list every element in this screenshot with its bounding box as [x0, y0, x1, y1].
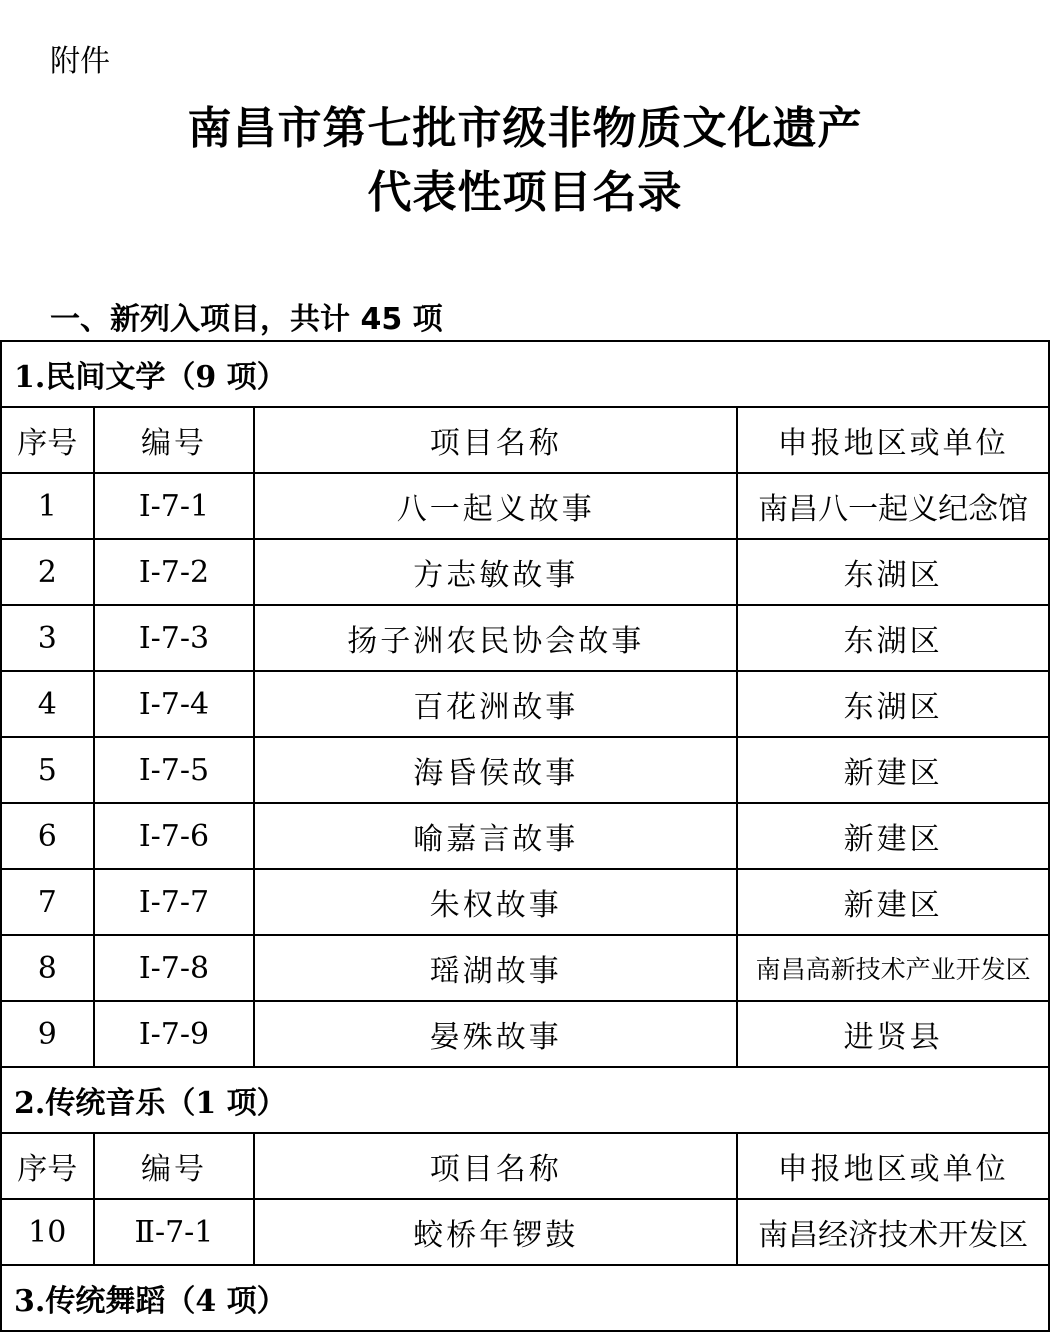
cell-index: 4: [1, 671, 94, 737]
table-row: [1, 1001, 1049, 1067]
cell-unit: 南昌经济技术开发区: [737, 1199, 1049, 1265]
column-header: 项目名称: [254, 407, 737, 473]
section-heading: 1.民间文学（9 项）: [1, 341, 1049, 407]
cell-unit: 南昌高新技术产业开发区: [737, 935, 1049, 1001]
section-row: [1, 1265, 1049, 1331]
cell-index: 7: [1, 869, 94, 935]
cell-code: Ⅰ-7-3: [94, 605, 255, 671]
cell-index: 9: [1, 1001, 94, 1067]
cell-unit: 东湖区: [737, 539, 1049, 605]
cell-index: 3: [1, 605, 94, 671]
cell-unit: 新建区: [737, 737, 1049, 803]
cell-code: Ⅱ-7-1: [94, 1199, 255, 1265]
cell-code: Ⅰ-7-7: [94, 869, 255, 935]
cell-index: 6: [1, 803, 94, 869]
cell-index: 8: [1, 935, 94, 1001]
table-row: [1, 935, 1049, 1001]
column-header: 编号: [94, 407, 255, 473]
cell-index: 2: [1, 539, 94, 605]
column-header: 序号: [1, 407, 94, 473]
cell-project: 海昏侯故事: [254, 737, 737, 803]
cell-index: 1: [1, 473, 94, 539]
table-row: [1, 737, 1049, 803]
table-header-row: [1, 407, 1049, 473]
column-header: 申报地区或单位: [737, 407, 1049, 473]
cell-unit: 南昌八一起义纪念馆: [737, 473, 1049, 539]
cell-code: Ⅰ-7-6: [94, 803, 255, 869]
cell-index: 10: [1, 1199, 94, 1265]
table-header-row: [1, 1133, 1049, 1199]
cell-code: Ⅰ-7-5: [94, 737, 255, 803]
cell-project: 朱权故事: [254, 869, 737, 935]
cell-project: 八一起义故事: [254, 473, 737, 539]
section-row: [1, 341, 1049, 407]
cell-unit: 东湖区: [737, 605, 1049, 671]
cell-project: 方志敏故事: [254, 539, 737, 605]
cell-project: 晏殊故事: [254, 1001, 737, 1067]
table-row: [1, 1199, 1049, 1265]
cell-code: Ⅰ-7-9: [94, 1001, 255, 1067]
page-title-line2: 代表性项目名录: [367, 167, 683, 218]
cell-project: 瑶湖故事: [254, 935, 737, 1001]
table-row: [1, 671, 1049, 737]
cell-unit: 新建区: [737, 803, 1049, 869]
section-heading: 2.传统音乐（1 项）: [1, 1067, 1049, 1133]
column-header: 编号: [94, 1133, 255, 1199]
cell-unit: 进贤县: [737, 1001, 1049, 1067]
cell-code: Ⅰ-7-1: [94, 473, 255, 539]
attachment-label: 附件: [50, 44, 110, 79]
cell-project: 蛟桥年锣鼓: [254, 1199, 737, 1265]
page-title-line1: 南昌市第七批市级非物质文化遗产: [187, 103, 863, 154]
table-row: [1, 605, 1049, 671]
section-heading: 3.传统舞蹈（4 项）: [1, 1265, 1049, 1331]
cell-code: Ⅰ-7-4: [94, 671, 255, 737]
column-header: 申报地区或单位: [737, 1133, 1049, 1199]
table-row: [1, 473, 1049, 539]
column-header: 项目名称: [254, 1133, 737, 1199]
table-row: [1, 539, 1049, 605]
cell-unit: 新建区: [737, 869, 1049, 935]
cell-project: 喻嘉言故事: [254, 803, 737, 869]
table-row: [1, 869, 1049, 935]
section-row: [1, 1067, 1049, 1133]
cell-code: Ⅰ-7-8: [94, 935, 255, 1001]
cell-project: 百花洲故事: [254, 671, 737, 737]
cell-index: 5: [1, 737, 94, 803]
subheading: 一、新列入项目，共计 45 项: [50, 302, 443, 337]
cell-code: Ⅰ-7-2: [94, 539, 255, 605]
cell-unit: 东湖区: [737, 671, 1049, 737]
column-header: 序号: [1, 1133, 94, 1199]
heritage-table: [0, 340, 1050, 1332]
cell-project: 扬子洲农民协会故事: [254, 605, 737, 671]
table-row: [1, 803, 1049, 869]
